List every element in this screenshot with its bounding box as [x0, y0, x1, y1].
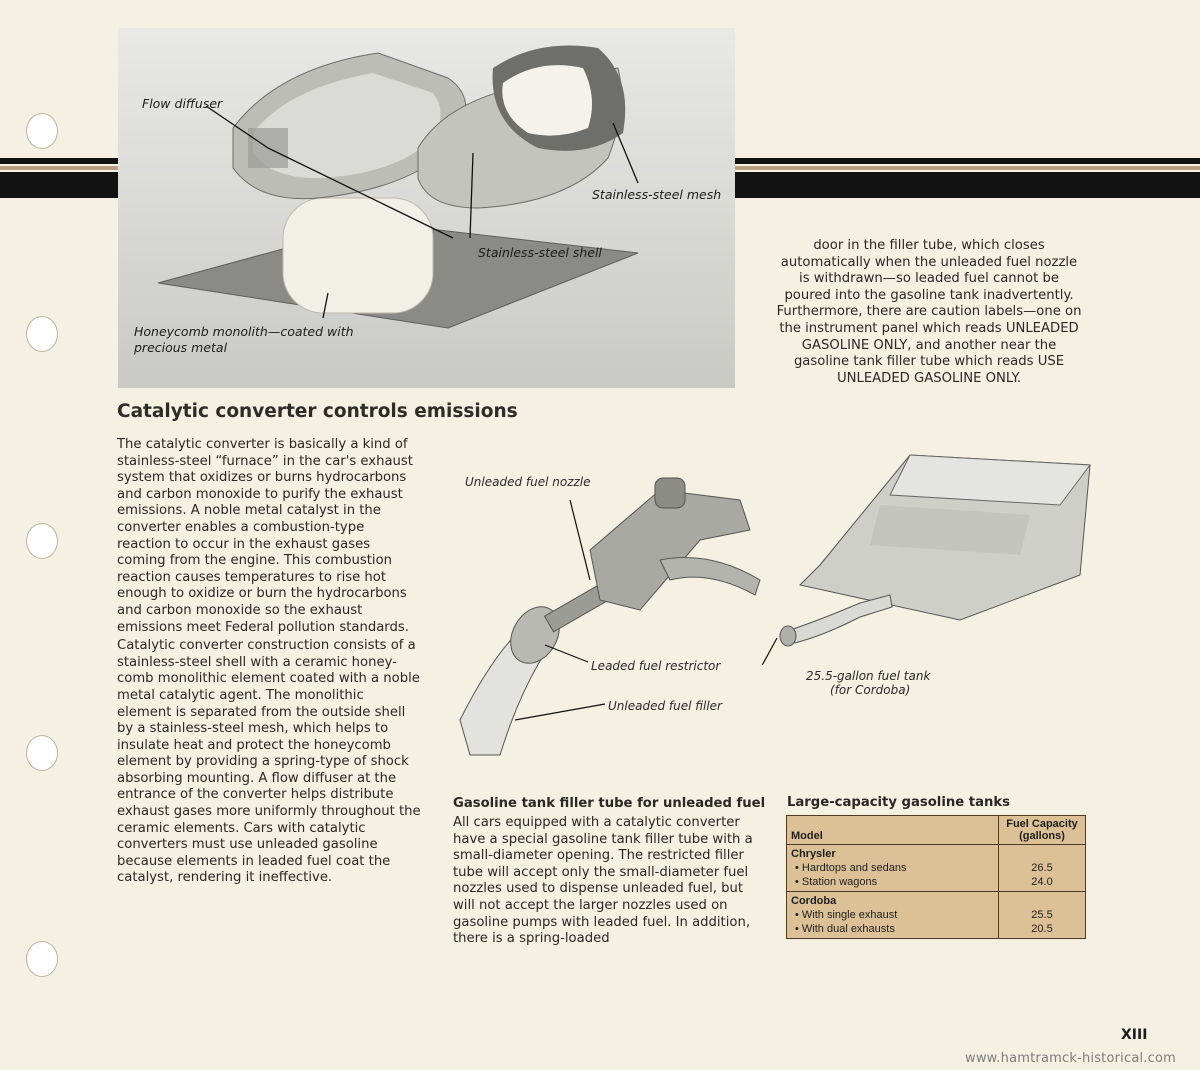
right-paragraph-2: Furthermore, there are caution labels—one on the instrument panel which reads UNLEADED GASOLINE ONLY, and another near the gasoline tank filler tube which reads USE UNLEADED GASOLINE ONLY. — [776, 304, 1082, 386]
tank-table-heading: Large-capacity gasoline tanks — [787, 795, 1010, 810]
table-row — [787, 875, 1086, 892]
row-value: 20.5 — [999, 922, 1086, 939]
label-fuel-tank-line1: 25.5-gallon fuel tank — [806, 669, 931, 683]
label-unleaded-fuel-nozzle: Unleaded fuel nozzle — [465, 475, 591, 489]
page-number: XIII — [1121, 1027, 1148, 1043]
row-value: 26.5 — [999, 861, 1086, 875]
fuel-nozzle-illustration — [450, 470, 780, 770]
callout-stainless-shell: Stainless-steel shell — [478, 245, 602, 260]
callout-flow-diffuser: Flow diffuser — [142, 96, 223, 111]
tank-capacity-table — [786, 815, 1086, 939]
col-capacity-line2: (gallons) — [1019, 830, 1065, 842]
row-label: • Hardtops and sedans — [795, 862, 907, 874]
table-row — [787, 908, 1086, 922]
right-paragraph-1: door in the filler tube, which closes automatically when the unleaded fuel nozzle is withdrawn—so leaded fuel cannot be poured into the gasoline tank inadvertently. — [780, 238, 1078, 303]
col-capacity-header — [999, 816, 1086, 845]
table-row — [787, 922, 1086, 939]
col-capacity-line1: Fuel Capacity — [1006, 818, 1078, 830]
filler-section-heading: Gasoline tank filler tube for unleaded fuel — [453, 796, 766, 811]
row-value: 24.0 — [999, 875, 1086, 892]
binder-hole-3 — [26, 523, 58, 559]
fuel-tank-illustration — [760, 445, 1100, 665]
label-unleaded-fuel-filler: Unleaded fuel filler — [608, 699, 722, 713]
label-fuel-tank-line2: (for Cordoba) — [830, 683, 911, 697]
filler-section-text: All cars equipped with a catalytic converter have a special gasoline tank filler tube with a small-diameter opening. The restricted filler tube will accept only the small-diameter fuel nozzles used to dispense unleaded fuel, but will not accept the larger nozzles used on gasoline pumps with leaded fuel. In addition, there is a spring-loaded — [453, 815, 753, 947]
group-name: Cordoba — [787, 892, 999, 909]
callout-honeycomb-line2: precious metal — [134, 340, 228, 355]
label-leaded-fuel-restrictor: Leaded fuel restrictor — [591, 659, 721, 673]
row-label: • With single exhaust — [795, 909, 898, 921]
binder-hole-2 — [26, 316, 58, 352]
left-paragraph-2: Catalytic converter construction consists of a stainless-steel shell with a ceramic honey-comb monolithic element coated with a noble metal catalytic agent. The monolithic element is separated from the outside shell by a stainless-steel mesh, which helps to insulate heat and protect the honeycomb element by providing a spring-type of shock absorbing mounting. A flow diffuser at the entrance of the converter helps distribute exhaust gases more uniformly throughout the ceramic elements. Cars with catalytic converters must use unleaded gasoline because elements in leaded fuel coat the catalyst, rendering it ineffective. — [117, 638, 421, 886]
table-row — [787, 861, 1086, 875]
callout-stainless-mesh: Stainless-steel mesh — [592, 187, 722, 202]
row-label: • With dual exhausts — [795, 923, 895, 935]
page-title: Catalytic converter controls emissions — [117, 401, 518, 422]
col-model-header: Model — [787, 816, 999, 845]
row-label: • Station wagons — [795, 876, 878, 888]
left-column-text — [117, 437, 422, 887]
binder-hole-4 — [26, 735, 58, 771]
callout-honeycomb-line1: Honeycomb monolith—coated with — [134, 324, 354, 339]
binder-hole-5 — [26, 941, 58, 977]
watermark: www.hamtramck-historical.com — [965, 1051, 1176, 1066]
binder-hole-1 — [26, 113, 58, 149]
row-value: 25.5 — [999, 908, 1086, 922]
left-paragraph-1: The catalytic converter is basically a kind of stainless-steel “furnace” in the car's exhaust system that oxidizes or burns hydrocarbons and carbon monoxide to purify the exhaust emissions. A noble metal catalyst in the converter enables a combustion-type reaction to occur in the exhaust gases coming from the engine. This combustion reaction causes temperatures to rise hot enough to oxidize or burn the hydrocarbons and carbon monoxide so the exhaust emissions meet Federal pollution standards. — [117, 437, 413, 635]
group-name: Chrysler — [787, 845, 999, 862]
right-top-text — [775, 238, 1083, 387]
